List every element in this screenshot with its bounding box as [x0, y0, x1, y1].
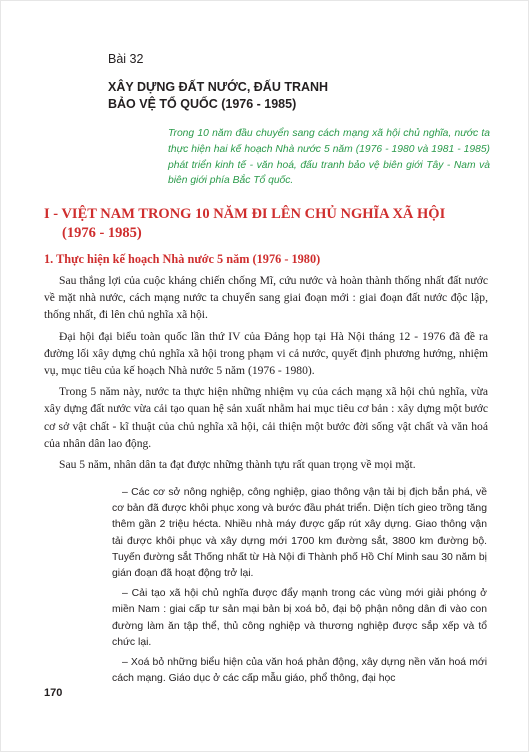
achievement-item: – Các cơ sở nông nghiệp, công nghiệp, giao thông vận tải bị địch bắn phá, về cơ bản đã được khôi phục xong và bước đầu phát triển. Diện tích gieo trồng tăng thêm gần 2 triệu hécta. Nhiều nhà máy được gấp rút xây dựng. Giao thông vận tải được khôi phục và xây dựng mới 1700 km đường sắt, 3800 km đường bộ. Tuyến đường sắt Thống nhất từ Hà Nội đi Thành phố Hồ Chí Minh sau 30 năm bị gián đoạn đã hoạt động trở lại. — [112, 487, 487, 580]
lesson-title-line-1: XÂY DỰNG ĐẤT NƯỚC, ĐẤU TRANH — [108, 80, 329, 94]
lesson-title — [108, 79, 408, 113]
section-heading-line-1: I - VIỆT NAM TRONG 10 NĂM ĐI LÊN CHỦ NGHĨA XÃ HỘI — [44, 206, 446, 222]
lesson-intro: Trong 10 năm đầu chuyển sang cách mạng xã hội chủ nghĩa, nước ta thực hiện hai kế hoạch Nhà nước 5 năm (1976 - 1980 và 1981 - 1985) phát triển kinh tế - văn hoá, đấu tranh bảo vệ biên giới Tây - Nam và biên giới phía Bắc Tổ quốc. — [168, 128, 490, 187]
body-text — [44, 272, 488, 477]
paragraph: Sau 5 năm, nhân dân ta đạt được những thành tựu rất quan trọng về mọi mặt. — [59, 458, 416, 472]
achievement-item: – Cải tạo xã hội chủ nghĩa được đẩy mạnh trong các vùng mới giải phóng ở miền Nam : giai cấp tư sản mại bản bị xoá bỏ, đại bộ phận nông dân đi vào con đường làm ăn tập thể, thủ công nghiệp và thương nghiệp được sắp xếp và tổ chức lại. — [112, 588, 487, 648]
achievement-item: – Xoá bỏ những biểu hiện của văn hoá phản động, xây dựng nền văn hoá mới cách mạng. Giáo dục ở các cấp mẫu giáo, phổ thông, đại học — [112, 657, 487, 685]
paragraph: Đại hội đại biểu toàn quốc lần thứ IV của Đảng họp tại Hà Nội tháng 12 - 1976 đã đề ra đường lối xây dựng chủ nghĩa xã hội trong phạm vi cả nước, quyết định phương hướng, nhiệm vụ, mục tiêu của kế hoạch Nhà nước 5 năm (1976 - 1980). — [44, 329, 488, 378]
paragraph: Trong 5 năm này, nước ta thực hiện những nhiệm vụ của cách mạng xã hội chủ nghĩa, vừa xây dựng đất nước vừa cải tạo quan hệ sản xuất nhằm hai mục tiêu cơ bản : xây dựng một bước cơ sở vật chất - kĩ thuật của chủ nghĩa xã hội, cải thiện một bước đời sống vật chất và văn hoá của nhân dân lao động. — [44, 385, 488, 450]
section-heading — [44, 205, 484, 243]
lesson-title-line-2: BẢO VỆ TỔ QUỐC (1976 - 1985) — [108, 97, 297, 111]
section-heading-line-2: (1976 - 1985) — [62, 225, 142, 241]
paragraph: Sau thắng lợi của cuộc kháng chiến chống Mĩ, cứu nước và hoàn thành thống nhất đất nước về mặt nhà nước, cách mạng nước ta chuyển sang giai đoạn mới : giai đoạn đất nước độc lập, thống nhất, đi lên chủ nghĩa xã hội. — [44, 274, 488, 322]
page-number: 170 — [44, 687, 63, 699]
achievement-list — [112, 485, 487, 691]
subsection-heading: 1. Thực hiện kế hoạch Nhà nước 5 năm (1976 - 1980) — [44, 252, 321, 266]
lesson-number: Bài 32 — [108, 52, 144, 66]
